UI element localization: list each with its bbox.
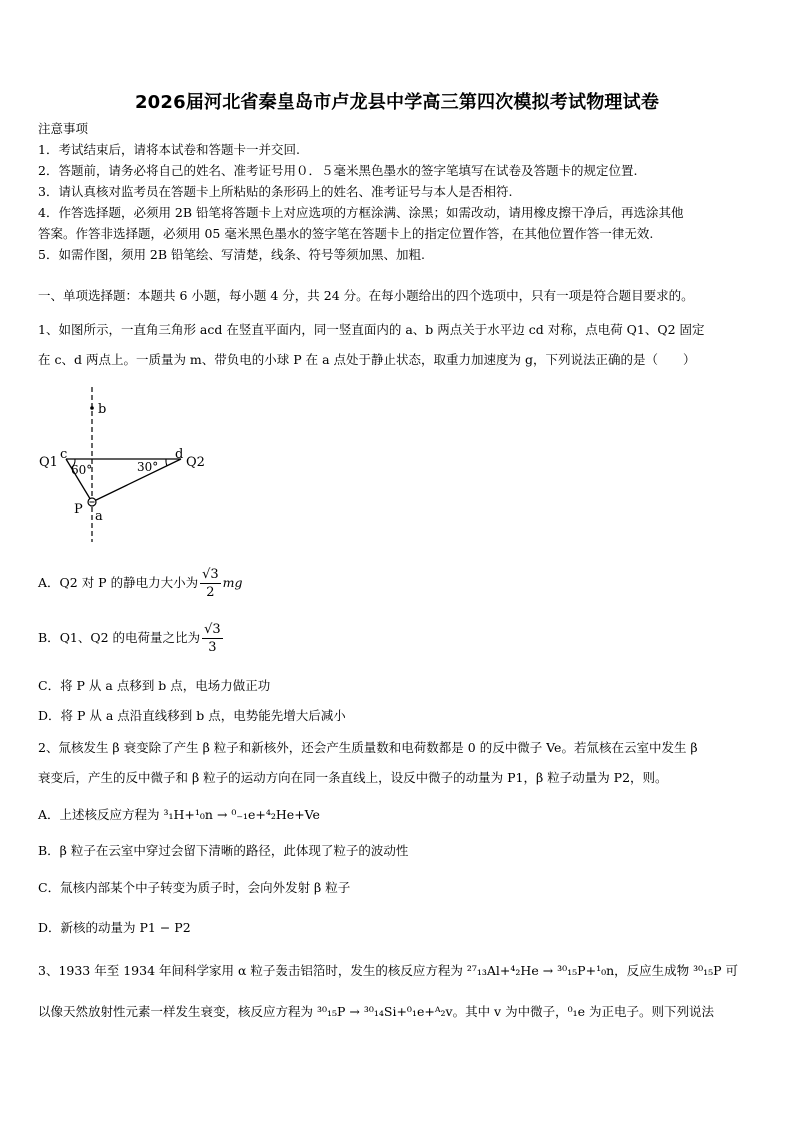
notice-item: 2．答题前，请务必将自己的姓名、准考证号用０．５毫米黑色墨水的签字笔填写在试卷及答题卡的规定位置. bbox=[38, 163, 638, 178]
label-b: b bbox=[98, 402, 107, 417]
question-1-stem: 在 c、d 两点上。一质量为 m、带负电的小球 P 在 a 点处于静止状态，取重力加速度为 g，下列说法正确的是（ ） bbox=[38, 352, 696, 367]
label-q2: Q2 bbox=[186, 455, 205, 470]
label-angle-d: 30° bbox=[137, 460, 159, 474]
section-heading: 一、单项选择题：本题共 6 小题，每小题 4 分，共 24 分。在每小题给出的四个选项中，只有一项是符合题目要求的。 bbox=[38, 288, 694, 303]
question-2-option-b: B．β 粒子在云室中穿过会留下清晰的路径，此体现了粒子的波动性 bbox=[38, 843, 409, 858]
label-a: a bbox=[95, 509, 103, 524]
question-2-option-a: A．上述核反应方程为 ³₁H+¹₀n → ⁰₋₁e+⁴₂He+Ve bbox=[38, 807, 320, 822]
label-q1: Q1 bbox=[39, 455, 58, 470]
question-2-stem: 衰变后，产生的反中微子和 β 粒子的运动方向在同一条直线上，设反中微子的动量为 P1，β 粒子动量为 P2，则。 bbox=[38, 770, 668, 785]
question-3-stem: 以像天然放射性元素一样发生衰变，核反应方程为 ³⁰₁₅P → ³⁰₁₄Si+⁰₁e+ᴬ₂v。其中 v 为中微子，⁰₁e 为正电子。则下列说法 bbox=[38, 1004, 714, 1019]
page-title: 2026届河北省秦皇岛市卢龙县中学高三第四次模拟考试物理试卷 bbox=[134, 92, 660, 113]
label-angle-c: 60° bbox=[71, 463, 93, 477]
notice-item: 3．请认真核对监考员在答题卡上所粘贴的条形码上的姓名、准考证号与本人是否相符. bbox=[38, 184, 513, 199]
point-b bbox=[90, 406, 94, 410]
question-1-figure bbox=[36, 382, 236, 547]
notice-item: 答案。作答非选择题，必须用 05 毫米黑色墨水的签字笔在答题卡上的指定位置作答，在其他位置作答一律无效. bbox=[38, 226, 654, 241]
label-p: P bbox=[74, 502, 83, 517]
question-1-option-d: D．将 P 从 a 点沿直线移到 b 点，电势能先增大后减小 bbox=[38, 708, 346, 723]
question-1-stem: 1、如图所示，一直角三角形 acd 在竖直平面内，同一竖直面内的 a、b 两点关于水平边 cd 对称，点电荷 Q1、Q2 固定 bbox=[38, 322, 705, 337]
label-c: c bbox=[60, 447, 68, 462]
question-2-stem: 2、氚核发生 β 衰变除了产生 β 粒子和新核外，还会产生质量数和电荷数都是 0 的反中微子 Ve。若氚核在云室中发生 β bbox=[38, 740, 698, 755]
fraction: $\frac{√3}{3}$ bbox=[204, 622, 221, 655]
question-1-option-b: B．Q1、Q2 的电荷量之比为 $\frac{√3}{3}$ bbox=[38, 622, 221, 655]
notice-item: 1．考试结束后，请将本试卷和答题卡一并交回. bbox=[38, 142, 300, 157]
question-2-option-d: D．新核的动量为 P1 − P2 bbox=[38, 920, 191, 935]
fraction: $\frac{√3}{2}$ bbox=[202, 567, 219, 600]
question-3-stem: 3、1933 年至 1934 年间科学家用 α 粒子轰击铝箔时，发生的核反应方程为 ²⁷₁₃Al+⁴₂He → ³⁰₁₅P+¹₀n，反应生成物 ³⁰₁₅P 可 bbox=[38, 963, 739, 978]
angle-arc-d bbox=[166, 459, 167, 466]
notice-heading: 注意事项 bbox=[38, 121, 89, 136]
label-d: d bbox=[175, 447, 184, 462]
notice-item: 4．作答选择题，必须用 2B 铅笔将答题卡上对应选项的方框涂满、涂黑；如需改动，请用橡皮擦干净后，再选涂其他 bbox=[38, 205, 684, 220]
notice-item: 5．如需作图，须用 2B 铅笔绘、写清楚，线条、符号等须加黑、加粗. bbox=[38, 247, 426, 262]
question-1-option-c: C．将 P 从 a 点移到 b 点，电场力做正功 bbox=[38, 678, 271, 693]
question-1-option-a: A．Q2 对 P 的静电力大小为 $\frac{√3}{2}$ mg bbox=[38, 567, 243, 600]
question-2-option-c: C．氚核内部某个中子转变为质子时，会向外发射 β 粒子 bbox=[38, 880, 351, 895]
